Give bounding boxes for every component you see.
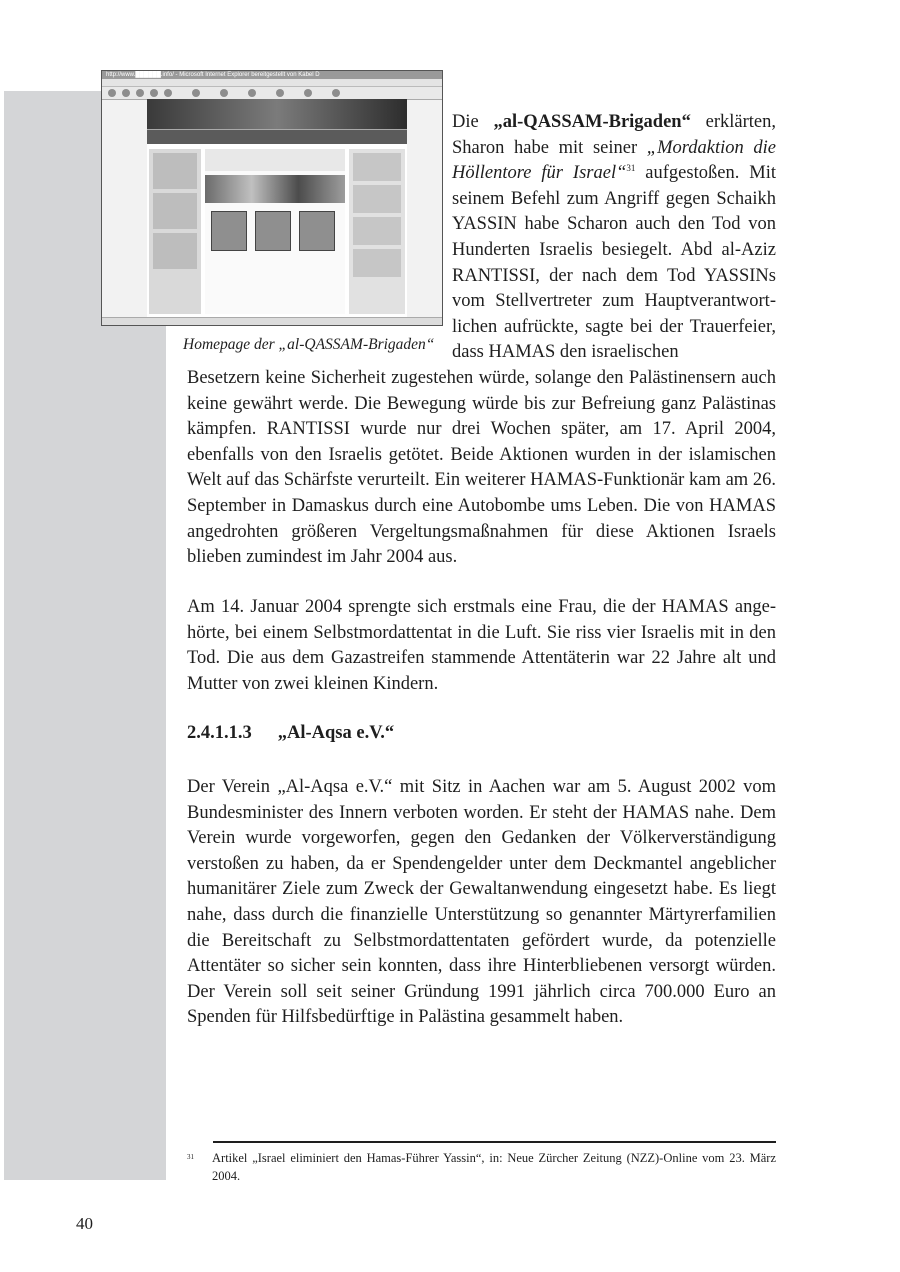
refresh-icon (150, 89, 158, 97)
stop-icon (136, 89, 144, 97)
paragraph-female-attacker: Am 14. Januar 2004 sprengte sich erstmals eine Frau, die der HAMAS angehörte, bei einem Selbstmordattentat in die Luft. Sie riss vier Israelis mit in den Tod. Die aus dem Gazastreifen stammende Attentäterin war 22 Jahre alt und Mutter von zwei kleinen Kindern. (187, 597, 776, 694)
website-right-column (349, 149, 405, 314)
website-portraits (211, 211, 339, 251)
footnote-text: Artikel „Israel eliminiert den Hamas-Führer Yassin“, in: Neue Zürcher Zeitung (NZZ)-Online vom 23. März 2004. (212, 1151, 776, 1183)
website-left-column (149, 149, 201, 314)
mail-icon (304, 89, 312, 97)
history-icon (276, 89, 284, 97)
browser-menubar (102, 79, 442, 87)
paragraph-intro-wrapped: Die „al-QASSAM-Brigaden“ erklärten, Sharon habe mit seiner „Mordaktion die Höllentore für Israel“$^{31}$ aufgestoßen. Mit seinem Befehl zum Angriff gegen Schaikh YASSIN habe Scharon auch den Tod von Hunderten Israelis besiegelt. Abd al-Aziz RANTISSI, der nach dem Tod YASSINs vom Stellvertreter zum Hauptverantwortlichen aufrückte, sagte bei der Trauerfeier, dass HAMAS den israelischen (452, 112, 776, 363)
page-number: 40 (76, 1214, 93, 1233)
footnote-divider (213, 1141, 776, 1143)
section-title: „Al-Aqsa e.V.“ (277, 723, 395, 743)
favorites-icon (220, 89, 228, 97)
website-page (147, 99, 407, 317)
website-nav (147, 129, 407, 144)
section-number: 2.4.1.1.3 (187, 723, 252, 743)
paragraph-intro-continued: Besetzern keine Sicherheit zugestehen würde, solange den Palästinensern auch keine gewährt werde. Die Bewegung würde bis zur Befreiung ganz Palästinas kämpfen. RANTISSI wurde nur drei Wochen später, am 17. April 2004, ebenfalls von den Israelis getötet. Beide Aktionen wurden in der islamischen Welt auf das Schärfste verurteilt. Ein weiterer HAMAS-Funktionär kam am 26. September in Damaskus durch eine Autobombe ums Leben. Die von HAMAS angedrohten größeren Vergeltungsmaßnahmen für diese Aktionen Israels blieben zumindest im Jahr 2004 aus. (187, 368, 776, 568)
forward-icon (122, 89, 130, 97)
search-icon (192, 89, 200, 97)
footnote-number: 31 (187, 1153, 194, 1161)
print-icon (332, 89, 340, 97)
website-center-column (205, 149, 345, 314)
browser-titlebar: http://www.██████.info/ - Microsoft Internet Explorer bereitgestellt von Kabel D (102, 71, 442, 79)
footnote (187, 1149, 776, 1185)
media-icon (248, 89, 256, 97)
website-banner (147, 99, 407, 129)
quote: „Mordaktion die Höllentore für Israel“ (452, 137, 776, 184)
home-icon (164, 89, 172, 97)
footnote-reference: 31 (626, 163, 636, 174)
website-screenshot (101, 70, 443, 326)
website-photo-strip (205, 175, 345, 203)
section-heading (187, 723, 394, 744)
paragraph-al-aqsa: Der Verein „Al-Aqsa e.V.“ mit Sitz in Aachen war am 5. August 2002 vom Bundesminister des Innern verboten worden. Er steht der HAMAS nahe. Dem Verein wurde vorgeworfen, gegen den Gedanken der Völkerverständigung verstoßen zu haben, da er Spendengelder unter dem Deckmantel angeblicher humanitärer Ziele zum Zweck der Gewaltanwendung eingesetzt habe. Es liegt nahe, dass durch die finanzielle Unterstützung so genannter Märtyrerfamilien die Bereitschaft zu Selbstmordattentaten gefördert wurde, da potenzielle Attentäter so sicher sein konnten, dass ihre Hinterbliebenen versorgt würden. Der Verein soll seit seiner Gründung 1991 jährlich circa 700.000 Euro an Spenden für Hilfsbedürftige in Palästina gesammelt haben. (187, 777, 776, 1028)
back-icon (108, 89, 116, 97)
organization-name: „al-QASSAM-Brigaden“ (493, 112, 691, 132)
browser-statusbar (102, 317, 442, 325)
figure-caption: Homepage der „al-QASSAM-Brigaden“ (183, 336, 435, 353)
